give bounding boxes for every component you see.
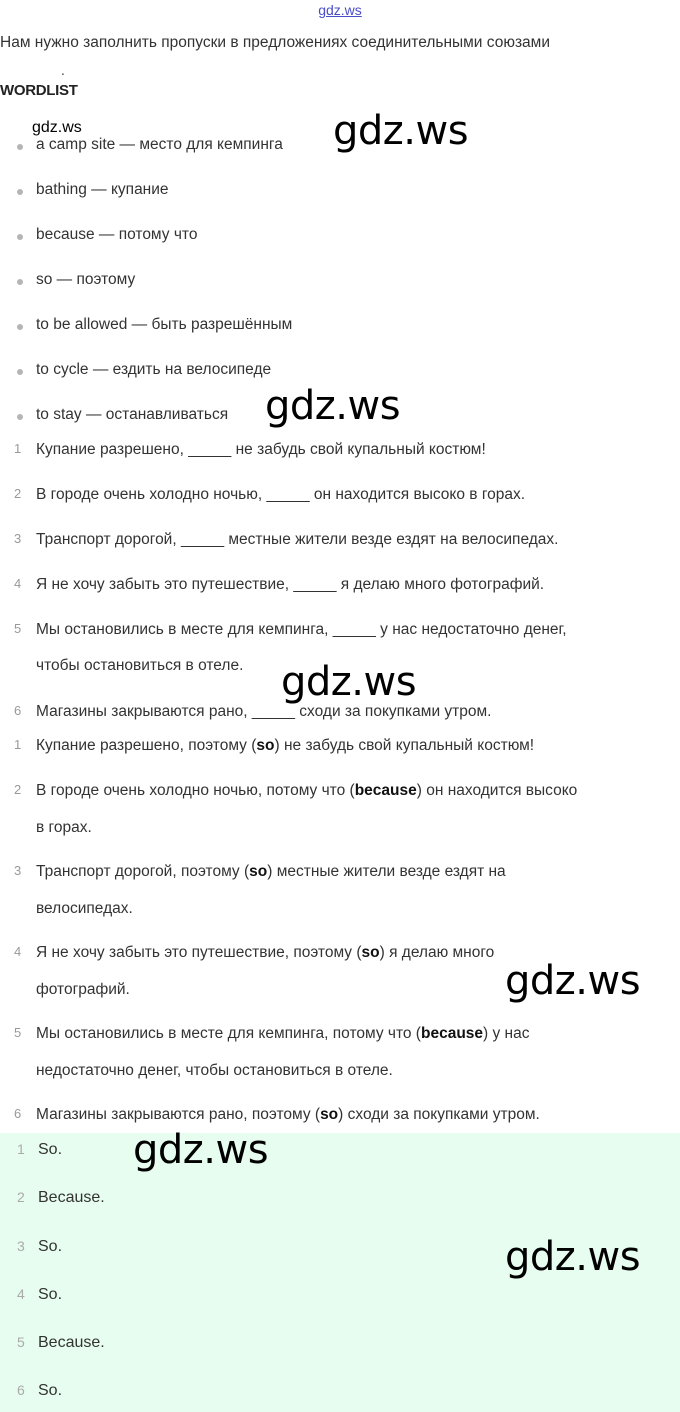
bullet-icon bbox=[17, 144, 23, 150]
wordlist-item-text: so — поэтому bbox=[36, 271, 136, 288]
translation-text bbox=[36, 737, 534, 755]
task-text: Транспорт дорогой, _____ местные жители везде ездят на велосипедах. bbox=[36, 531, 559, 548]
translation-text-a: В городе очень холодно ночью, потому что ( bbox=[36, 782, 355, 799]
translation-text bbox=[36, 944, 494, 962]
answer-number: 2 bbox=[17, 1189, 25, 1205]
watermark: gdz.ws bbox=[265, 383, 401, 429]
wordlist-item-text: a camp site — место для кемпинга bbox=[36, 136, 283, 153]
answer-number: 1 bbox=[17, 1141, 25, 1157]
translation-number: 2 bbox=[14, 782, 22, 797]
translation-text-a: Мы остановились в месте для кемпинга, потому что ( bbox=[36, 1025, 421, 1042]
translation-text-c: ) сходи за покупками утром. bbox=[338, 1106, 540, 1123]
task-text: Я не хочу забыть это путешествие, _____ я делаю много фотографий. bbox=[36, 576, 545, 593]
translation-number: 1 bbox=[14, 737, 22, 752]
intro-text: Нам нужно заполнить пропуски в предложениях соединительными союзами bbox=[0, 34, 550, 51]
conjunction: because bbox=[354, 782, 417, 799]
task-text: Мы остановились в месте для кемпинга, _____ у нас недостаточно денег, bbox=[36, 621, 567, 638]
task-number: 2 bbox=[14, 486, 22, 501]
conjunction: so bbox=[320, 1106, 339, 1123]
conjunction: so bbox=[249, 863, 268, 880]
wordlist-item-text: to stay — останавливаться bbox=[36, 406, 229, 423]
answer-text: So. bbox=[38, 1238, 63, 1255]
translation-number: 6 bbox=[14, 1106, 22, 1121]
answer-number: 5 bbox=[17, 1334, 25, 1350]
task-number: 4 bbox=[14, 576, 22, 591]
translation-text-c: ) у нас bbox=[483, 1025, 530, 1042]
task-number: 3 bbox=[14, 531, 22, 546]
task-text: Купание разрешено, _____ не забудь свой купальный костюм! bbox=[36, 441, 486, 458]
answer-text: So. bbox=[38, 1141, 63, 1158]
translation-text-c: ) я делаю много bbox=[379, 944, 495, 961]
wordlist-item-text: to be allowed — быть разрешённым bbox=[36, 316, 293, 333]
watermark: gdz.ws bbox=[505, 958, 641, 1004]
task-number: 5 bbox=[14, 621, 22, 636]
translation-text-c: ) местные жители везде ездят на bbox=[267, 863, 506, 880]
answer-number: 3 bbox=[17, 1238, 25, 1254]
translation-number: 4 bbox=[14, 944, 22, 959]
translation-text-a: Магазины закрываются рано, поэтому ( bbox=[36, 1106, 321, 1123]
answer-text: Because. bbox=[38, 1334, 105, 1351]
watermark: gdz.ws bbox=[333, 108, 469, 154]
wordlist-item-text: bathing — купание bbox=[36, 181, 169, 198]
translation-text-cont: недостаточно денег, чтобы остановиться в отеле. bbox=[36, 1062, 393, 1079]
bullet-icon bbox=[17, 279, 23, 285]
translation-text-cont: в горах. bbox=[36, 819, 92, 836]
watermark: gdz.ws bbox=[133, 1127, 269, 1173]
wordlist-item-text: to cycle — ездить на велосипеде bbox=[36, 361, 272, 378]
bullet-icon bbox=[17, 324, 23, 330]
bullet-icon bbox=[17, 234, 23, 240]
translation-text-c: ) он находится высоко bbox=[416, 782, 578, 799]
translation-text-a: Купание разрешено, поэтому ( bbox=[36, 737, 257, 754]
task-number: 1 bbox=[14, 441, 22, 456]
task-text: чтобы остановиться в отеле. bbox=[36, 657, 244, 674]
translation-text bbox=[36, 782, 577, 800]
wordlist-item-text: because — потому что bbox=[36, 226, 198, 243]
conjunction: so bbox=[256, 737, 275, 754]
intro-dot: . bbox=[61, 64, 65, 78]
bullet-icon bbox=[17, 369, 23, 375]
conjunction: so bbox=[361, 944, 380, 961]
answer-text: So. bbox=[38, 1382, 63, 1399]
watermark: gdz.ws bbox=[281, 659, 417, 705]
answer-text: Because. bbox=[38, 1189, 105, 1206]
translation-text-c: ) не забудь свой купальный костюм! bbox=[274, 737, 535, 754]
translation-number: 5 bbox=[14, 1025, 22, 1040]
task-number: 6 bbox=[14, 703, 22, 718]
watermark: gdz.ws bbox=[505, 1234, 641, 1280]
answer-number: 6 bbox=[17, 1382, 25, 1398]
translation-text bbox=[36, 1025, 530, 1043]
answer-number: 4 bbox=[17, 1286, 25, 1302]
translation-number: 3 bbox=[14, 863, 22, 878]
task-text: Магазины закрываются рано, _____ сходи за покупками утром. bbox=[36, 703, 492, 720]
task-text: В городе очень холодно ночью, _____ он находится высоко в горах. bbox=[36, 486, 526, 503]
wordlist-title: WORDLIST bbox=[0, 82, 78, 99]
site-link[interactable]: gdz.ws bbox=[318, 2, 362, 18]
translation-text bbox=[36, 1106, 540, 1124]
translation-text-a: Транспорт дорогой, поэтому ( bbox=[36, 863, 250, 880]
translation-text-cont: фотографий. bbox=[36, 981, 130, 998]
translation-text-cont: велосипедах. bbox=[36, 900, 133, 917]
translation-text bbox=[36, 863, 506, 881]
conjunction: because bbox=[420, 1025, 484, 1042]
answer-text: So. bbox=[38, 1286, 63, 1303]
watermark-small: gdz.ws bbox=[32, 119, 82, 136]
translation-text-a: Я не хочу забыть это путешествие, поэтому ( bbox=[36, 944, 362, 961]
bullet-icon bbox=[17, 414, 23, 420]
bullet-icon bbox=[17, 189, 23, 195]
